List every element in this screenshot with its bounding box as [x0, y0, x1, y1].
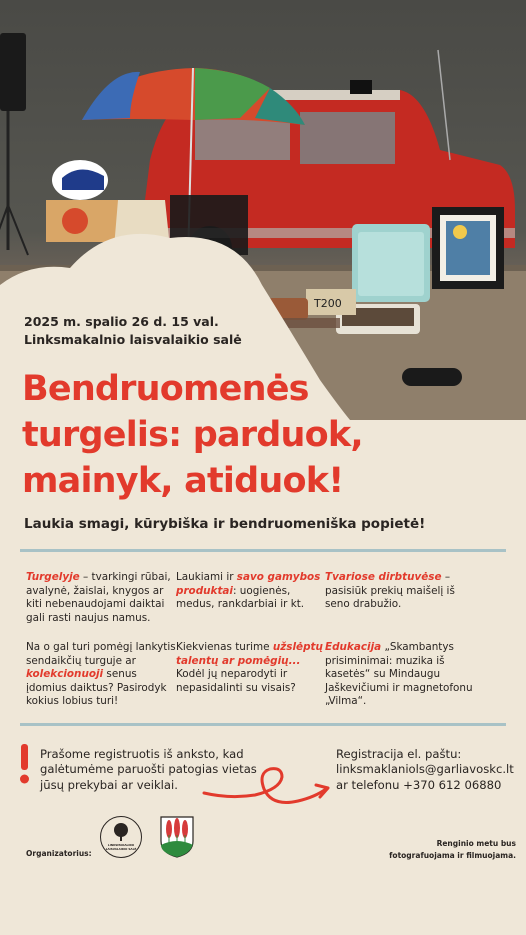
title-line-3: mainyk, atiduok!: [22, 461, 344, 501]
activity-homemade-prefix: Laukiami ir: [176, 571, 237, 583]
event-photo: [0, 0, 526, 420]
registration-phone[interactable]: ar telefonu +370 612 06880: [336, 777, 502, 792]
activity-talents: [176, 641, 326, 695]
tree-icon: [111, 822, 131, 842]
registration-info: [336, 747, 521, 793]
activity-market-highlight: Turgelyje: [26, 571, 80, 583]
organizer-logo: [100, 816, 142, 858]
activity-workshop: [325, 571, 475, 612]
activity-market: [26, 571, 176, 625]
activity-talents-highlight: užslėptų talentų ar pomėgių...: [176, 641, 323, 667]
activity-workshop-text: – pasisiūk prekių maišelį iš seno drabužio.: [325, 571, 455, 610]
flea-market-scene: [0, 0, 526, 420]
activity-market-text: – tvarkingi rūbai, avalynė, žaislai, knygos ar kiti nebenaudojami daiktai gali rasti naujus namus.: [26, 571, 171, 624]
registration-label: Registracija el. paštu:: [336, 747, 462, 761]
page-title: [22, 366, 492, 504]
divider-bottom: [20, 723, 506, 726]
subtitle: Laukia smagi, kūrybiška ir bendruomeniška popietė!: [24, 516, 426, 532]
activity-collectors-text: senus įdomius daiktus? Pasirodyk kokius lobius turi!: [26, 668, 167, 707]
activity-workshop-highlight: Tvariose dirbtuvėse: [325, 571, 442, 583]
registration-email[interactable]: linksmaklaniols@garliavoskc.lt: [336, 762, 514, 777]
activity-talents-text: Kodėl jų neparodyti ir nepasidalinti su visais?: [176, 668, 296, 694]
event-date: 2025 m. spalio 26 d. 15 val.: [24, 314, 219, 329]
title-line-2: turgelis: parduok,: [22, 415, 363, 455]
activity-collectors-prefix: Na o gal turi pomėgį lankytis sendaikčių turguje ar: [26, 641, 176, 667]
footnote-line-1: Renginio metu bus: [436, 839, 516, 848]
footnote-line-2: fotografuojama ir filmuojama.: [389, 850, 516, 860]
activity-collectors-highlight: kolekcionuoji: [26, 668, 104, 680]
activity-education-text: „Skambantys prisiminimai: muzika iš kasetės“ su Mindaugu Jaškevičiumi ir magnetofonu „Vilma“.: [325, 641, 473, 707]
registration-notice: Prašome registruotis iš anksto, kad galėtumėme paruošti patogias vietas jūsų prekybai ar veiklai.: [40, 747, 257, 792]
activity-homemade: [176, 571, 326, 612]
organizers-label: Organizatorius:: [26, 849, 92, 858]
crate-label: T200: [314, 297, 342, 310]
activity-talents-prefix: Kiekvienas turime: [176, 641, 273, 653]
activity-education: [325, 641, 475, 709]
activity-homemade-highlight: savo gamybos produktai: [176, 571, 321, 597]
curly-arrow-icon: [200, 765, 334, 817]
organizer-logo-text: LINKSMAKALNIO LAISVALAIKIO SALĖ: [105, 843, 137, 851]
activity-collectors: [26, 641, 176, 709]
activity-education-highlight: Edukacija: [325, 641, 382, 653]
coat-of-arms-icon: [159, 815, 195, 859]
speaker-icon: [0, 33, 26, 111]
event-venue: Linksmakalnio laisvalaikio salė: [24, 332, 242, 347]
exclamation-icon: [18, 742, 32, 788]
divider-top: [20, 549, 506, 552]
title-line-1: Bendruomenės: [22, 369, 309, 409]
event-info: [24, 313, 344, 349]
activity-homemade-text: : uogienės, medus, rankdarbiai ir kt.: [176, 584, 305, 610]
photography-notice: [330, 838, 516, 861]
